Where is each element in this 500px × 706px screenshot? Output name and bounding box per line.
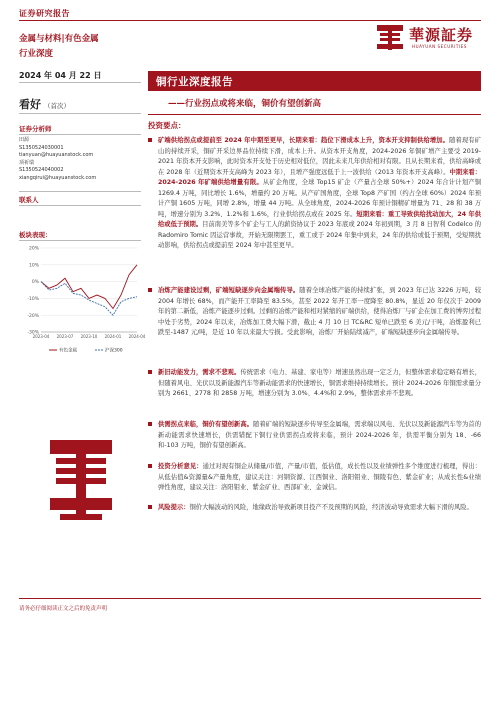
analyst-name: 项祈瑞 <box>19 159 35 166</box>
header-divider <box>19 20 481 21</box>
bullet-lead: 矿端供给拐点或提前至 2024 年中期至更早，长期来看：趋位下滑成本上升，资本开支抑制供给增加。 <box>158 137 450 144</box>
bullet-investment <box>148 462 481 494</box>
bullet-text <box>158 420 481 452</box>
bullet-lead: 冶炼产能建设过剩，矿端短缺逐步向金属端传导。 <box>158 287 300 294</box>
brand-seal-logo <box>46 438 116 524</box>
bullet-lead: 中期来看：2024-2026 年矿端供给增量有限。 <box>158 168 481 186</box>
contacts-divider <box>19 205 141 206</box>
bullet-lead: 新旧动能发力，需求不悲观。 <box>158 369 241 376</box>
bullet-text <box>158 136 481 252</box>
bullet-text <box>158 462 481 494</box>
chart-y-tick-label: -10% <box>27 297 39 302</box>
bullet-lead: 短期来看：重工导致供给扰动加大，24 年供给或低于预期。 <box>158 210 481 228</box>
analysts-divider <box>19 134 141 135</box>
sector-performance-chart <box>19 240 146 360</box>
bullet-lead: 风险提示： <box>158 504 190 511</box>
rating <box>19 96 70 112</box>
investment-points-heading: 投资要点： <box>148 121 186 130</box>
document-tag: 证券研究报告 <box>19 9 70 18</box>
analysts-list <box>19 137 96 183</box>
chart-legend-label: 有色金属 <box>59 348 77 354</box>
chart-legend <box>49 347 123 354</box>
bullet-text <box>158 368 481 400</box>
date-divider <box>19 82 141 83</box>
rating-divider <box>19 113 141 114</box>
chart-legend-label: 沪深300 <box>105 348 123 354</box>
analyst-cert: S1350524030001 <box>19 144 64 151</box>
analyst-name: 田源 <box>19 137 30 143</box>
chart-x-tick-label: 2023-10 <box>80 334 98 339</box>
contacts-top-divider <box>19 191 141 192</box>
chart-y-tick-label: -20% <box>27 313 39 319</box>
bullet-body: 随着矿端的短缺逐步传导至金属端，需求端以风电、光伏以及新能源汽车等为首的新动能需求快速增长，供需错配下铜行业供需拐点或将来临，预计 2024-2026 年，供需平衡分别为 18、-66 和-103 万吨，铜价有望创新高。 <box>158 421 482 449</box>
chart-y-tick-label: 20% <box>28 246 39 252</box>
bullet-square-icon <box>148 370 152 374</box>
logo-name-en: HUAYUAN SECURITIES <box>412 44 467 49</box>
analyst-cert: S1350524040002 <box>19 167 64 174</box>
bullet-text <box>158 286 481 339</box>
chart-y-tick-label: 10% <box>28 263 39 269</box>
bullet-demand <box>148 368 481 400</box>
chart-y-ticks <box>27 246 39 336</box>
bullet-price <box>148 420 481 452</box>
chart-x-tick-label: 2023-07 <box>56 334 74 339</box>
bullet-body: 铜价大幅波动的风险，地缘政治导致新项目投产不及预期的风险，经济波动导致需求大幅下滑的风险。 <box>189 504 473 511</box>
logo-mark-icon <box>376 22 404 52</box>
bullet-body: 目前南美等多个矿企与工人的薪资协议于 2023 年底或 2024 年初到期，3 月 8 日智利 Codelco 的 Radomiro Tomic 因运营事故，开始无限期罢工，重工或于 2024 年集中到来，24 年的供给或低于预期，受短期扰动影响，供给拐点或提前至 2024 年中甚至更早。 <box>158 221 482 249</box>
bullet-body: 随着现有矿山的持续开采，铜矿开采边界品位持续下滑，成本上升。从资本开支角度，2024-2026 年铜矿增产主要受 2019-2021 年资本开支影响，此时资本开支处于历史相对低位，因此未来几年供给相对有限。且从长期来看，供给高峰或在 2028 年（近期资本开支高峰为 2023 年），且增产强度远低于上一波供给（2013 年资本开支高峰）。 <box>158 137 481 176</box>
bullet-risk <box>148 503 481 514</box>
disclaimer-note: 请务必仔细阅读正文之后的免责声明 <box>19 606 108 612</box>
chart-y-tick-label: 0% <box>31 280 39 286</box>
bullet-lead: 供需拐点来临，铜价有望创新高。 <box>158 421 254 428</box>
subtitle-divider <box>148 114 481 115</box>
contacts-title: 联系人 <box>19 196 39 204</box>
chart-x-tick-label: 2024-04 <box>128 334 146 339</box>
bullet-supply <box>148 136 481 252</box>
report-date: 2024 年 04 月 22 日 <box>19 71 102 80</box>
bullet-square-icon <box>148 422 152 426</box>
bullet-square-icon <box>148 464 152 468</box>
footer-divider <box>19 598 481 599</box>
bullet-body: 随着全球冶炼产能的持续扩张，到 2023 年已达 3226 万吨，较 2004 年增长 68%，而产能开工率降至 83.5%，甚至 2022 年开工率一度降至 80.8%，显近 20 年仅次于 2009 年的第二新低，冶炼产能逐步过剩。过剩的冶炼产能和相对紧缩的矿端供给，使得冶炼厂与矿企在加工费的博弈过程中处于劣势，2024 年以来，冶炼加工费大幅下滑，截止 4 月 10 日 TC&RC 短单已跌至 6 美元/干吨，冶炼盈利已跌至-1487 元/吨，是近 10 年以来最大亏损。受此影响，冶炼厂开始陆续减产，矿端短缺逐步向金属端传导。 <box>158 287 481 336</box>
analysts-title: 证券分析师 <box>19 125 52 133</box>
bullet-lead: 投资分析意见： <box>158 463 203 470</box>
bullet-square-icon <box>148 505 152 509</box>
logo-name: 華源証券 <box>409 26 474 44</box>
bullet-text <box>158 503 481 514</box>
bullet-body: 传统需求（电力、基建、家电等）增速虽然出现一定乏力，但整体需求稳定略有增长，但随着风电、光伏以及新能源汽车等新动能需求的快速增长，铜需求维持持续增长。预计 2024-2026 年铜需求量分别为 2661、2778 和 2858 万吨，增速分别为 3.0%、4.4%和 2.9%，整体需求并不悲观。 <box>158 369 482 397</box>
chart-x-ticks <box>33 334 146 339</box>
bullet-body: 从矿企角度，全球 Top15 矿企（产量占全球 50%+）2024 年合计计划产铜 1269.4 万吨，同比增长 1.6%，增量约 20 万吨。从产矿国角度，全球 Top8 产矿国（约占全球 60%）2024 年预计产铜 1605 万吨，同增 2.8%，增量 44 万吨。从全球角度，2024-2026 年预计铜精矿增量为 71、28 和 38 万吨，增速分别为 3.2%、1.2%和 1.6%，行业供给拐点或在 2025 年。 <box>158 179 481 218</box>
rating-value: 看好 <box>19 98 41 111</box>
chart-x-tick-label: 2024-01 <box>104 334 122 339</box>
chart-series <box>41 265 137 315</box>
chart-series-line <box>41 265 137 309</box>
industry-label: 金属与材料|有色金属 <box>19 34 99 44</box>
analyst-email[interactable]: xiangqirui@huayuanstock.com <box>19 174 97 181</box>
report-type-label: 行业深度 <box>19 49 54 59</box>
report-title: 铜行业深度报告 <box>156 76 233 88</box>
bullet-body: 通过对现有铜企从储量/市值，产量/市值，低估值，成长性以及业绩弹性多个维度进行梳理，得出：从低估值&资源量&产量角度，建议关注：河钢资源、江西铜业、洛阳钼业、铜陵有色、紫金矿业；从成长性&业绩弹性角度，建议关注：洛阳钼业、紫金矿业、西部矿业、金诚信。 <box>158 463 482 491</box>
report-subtitle: ——行业拐点或将来临，铜价有望创新高 <box>168 99 322 109</box>
chart-x-tick-label: 2023-04 <box>32 334 50 339</box>
rating-note: （首次） <box>44 102 70 110</box>
chart-title: 板块表现： <box>19 231 52 239</box>
chart-y-tick-label: -30% <box>27 330 39 336</box>
bullet-smelting <box>148 286 481 339</box>
bullet-square-icon <box>148 138 152 142</box>
analyst-email[interactable]: tianyuan@huayuanstock.com <box>19 152 94 159</box>
bullet-square-icon <box>148 288 152 292</box>
brand-logo <box>376 22 486 58</box>
